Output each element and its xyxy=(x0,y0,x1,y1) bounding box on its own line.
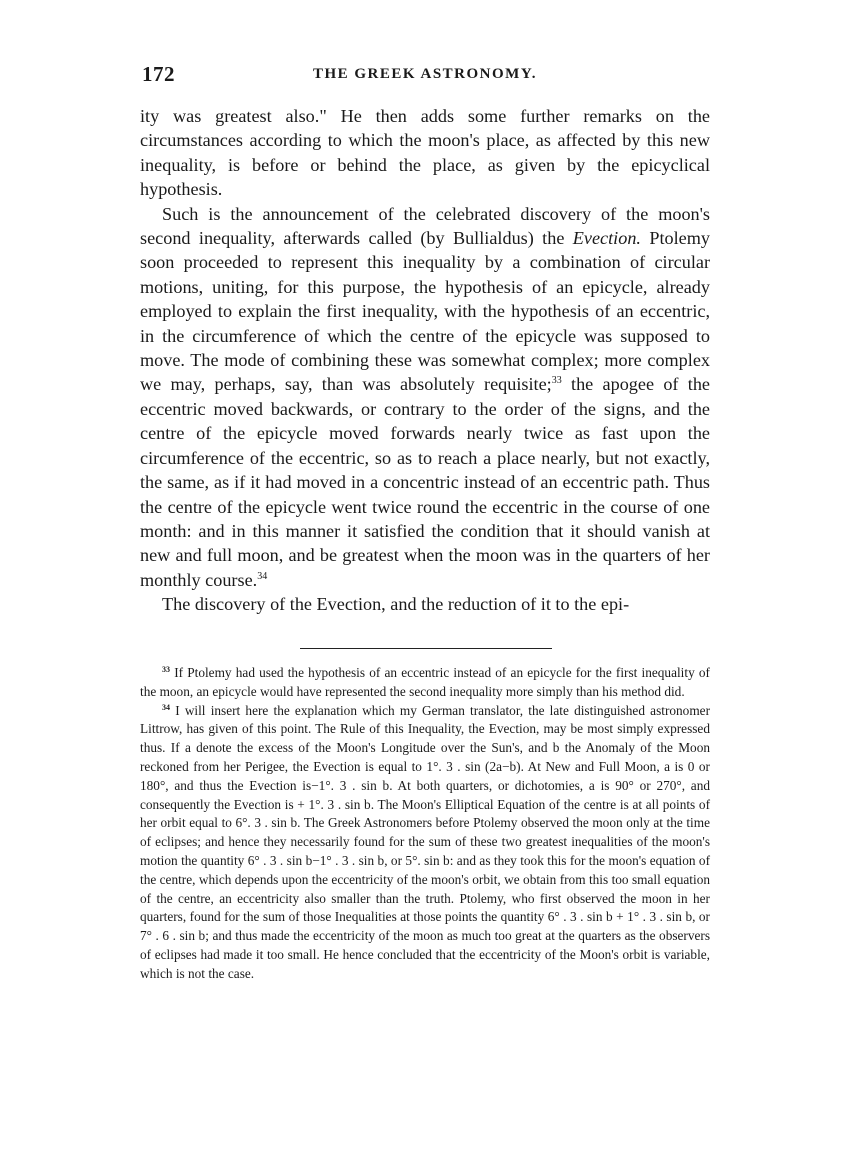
paragraph-text: Such is the announcement of the celebrated discovery of the moon's second inequality, afterwards called (by Bullialdus) the xyxy=(140,203,710,249)
running-title: THE GREEK ASTRONOMY. xyxy=(312,66,538,82)
page-header xyxy=(140,62,710,92)
footnote-mark: 33 xyxy=(162,665,170,674)
paragraph-text: Ptolemy soon proceeded to represent this inequality by a combination of circular motions, uniting, for this purpose, the hypothesis of an epicycle, already employed to explain the first inequality, with the hypothesis of an eccentric, in the circumference of which the centre of the epicycle was supposed to move. The mode of combining these was somewhat complex; more complex we may, perhaps, say, than was absolutely requisite; xyxy=(140,228,710,395)
paragraph-evection xyxy=(140,202,710,593)
page-number: 172 xyxy=(142,62,175,86)
footnote-divider xyxy=(300,648,552,649)
footnotes xyxy=(140,664,710,984)
evection-term: Evection. xyxy=(572,228,641,249)
footnote-reference-33[interactable]: 33 xyxy=(551,375,562,387)
main-text xyxy=(140,104,710,617)
footnote-text: I will insert here the explanation which my German translator, the late distinguished astronomer Littrow, has given of this point. The Rule of this Inequality, the Evection, may be most simply expressed thus. If a denote the excess of the Moon's Longitude over the Sun's, and b the Anomaly of the Moon reckoned from her Perigee, the Evection is equal to 1°. 3 . sin (2a−b). At New and Full Moon, a is 0 or 180°, and thus the Evection is−1°. 3 . sin b. At both quarters, or dichotomies, a is 90° or 270°, and consequently the Evection is + 1°. 3 . sin b. The Moon's Elliptical Equation of the centre is at all points of her orbit equal to 6°. 3 . sin b. The Greek Astronomers before Ptolemy observed the moon only at the time of eclipses; and hence they necessarily found for the sum of these two greatest inequalities of the moon's motion the quantity 6° . 3 . sin b−1° . 3 . sin b, or 5°. sin b: and as they took this for the moon's equation of the centre, which depends upon the eccentricity of the moon's orbit, we obtain from this too small equation of the centre, an eccentricity also smaller than the truth. Ptolemy, who first observed the moon in her quarters, found for the sum of those Inequalities at those points the quantity 6° . 3 . sin b + 1° . 3 . sin b, or 7° . 6 . sin b; and thus made the eccentricity of the moon as much too great at the quarters as the observers of eclipses had made it too small. He hence concluded that the eccentricity of the Moon's orbit is variable, which is not the case. xyxy=(140,702,710,981)
footnote-text: If Ptolemy had used the hypothesis of an eccentric instead of an epicycle for the first inequality of the moon, an epicycle would have represented the second inequality more simply than his method did. xyxy=(140,665,710,699)
paragraph-text: the apogee of the eccentric moved backwards, or contrary to the order of the signs, and the centre of the epicycle moved forwards nearly twice as fast upon the circumference of the eccentric, so as to reach a place nearly, but not exactly, the same, as if it had moved in a concentric instead of an eccentric path. Thus the centre of the epicycle went twice round the eccentric in the course of one month: and in this manner it satisfied the condition that it should vanish at new and full moon, and be greatest when the moon was in the quarters of her monthly course. xyxy=(140,374,710,590)
footnote-33 xyxy=(140,664,710,702)
footnote-mark: 34 xyxy=(162,702,170,712)
paragraph-continuation: ity was greatest also." He then adds some further remarks on the circumstances according to which the moon's place, as affected by this new inequality, is before or behind the place, as given by the epicyclical hypothesis. xyxy=(140,106,710,200)
paragraph-discovery: The discovery of the Evection, and the reduction of it to the epi- xyxy=(162,594,630,615)
footnote-reference-34[interactable]: 34 xyxy=(257,570,268,582)
footnote-34 xyxy=(140,702,710,984)
